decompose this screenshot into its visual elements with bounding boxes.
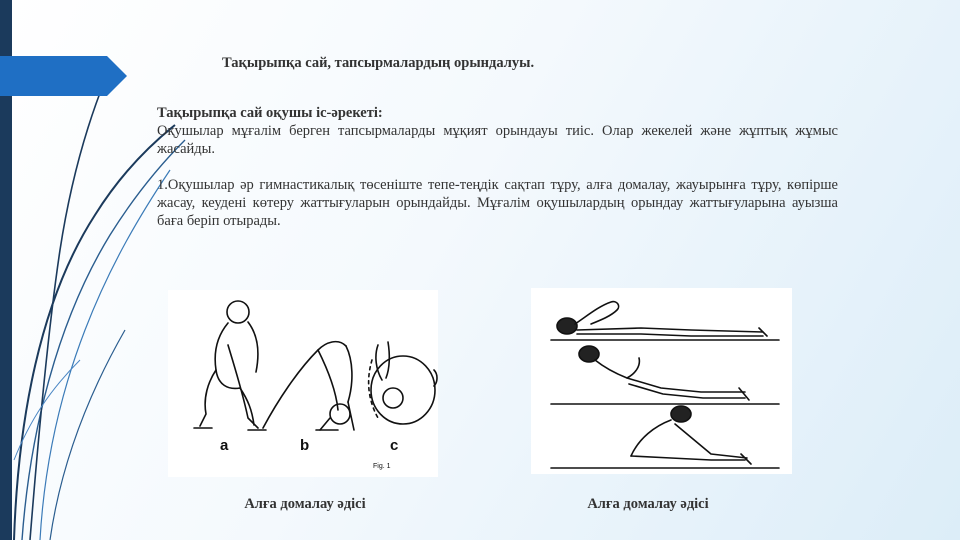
content-paragraph-2: 1.Оқушылар әр гимнастикалық төсеніште тепе-теңдік сақтап тұру, алға домалау, жауырынға тұру, көпірше жасау, кеудені көтеру жаттығуларын орындайды. Мұғалім оқушылардың орындау жаттығуларына ауызша баға беріп отырады. (157, 177, 838, 229)
forward-roll-illustration (168, 290, 438, 477)
figure-label-b: b (300, 437, 310, 454)
caption-left: Алға домалау әдісі (244, 496, 366, 512)
gymnast-forward-reach (551, 406, 779, 468)
figure-label-c: c (390, 437, 399, 454)
content-heading: Тақырыпқа сай оқушы іс-әрекеті: (157, 105, 383, 121)
gymnast-lying (551, 302, 779, 340)
exercise-illustration (531, 288, 792, 474)
content-block (157, 104, 838, 230)
title-arrow-tab (0, 56, 127, 96)
paragraph-gap (157, 158, 838, 176)
caption-right: Алға домалау әдісі (587, 496, 709, 512)
slide-title: Тақырыпқа сай, тапсырмалардың орындалуы. (222, 55, 535, 71)
gymnast-tuck (369, 342, 437, 424)
content-paragraph-1: Оқушылар мұғалім берген тапсырмаларды мұқият орындауы тиіс. Олар жекелей және жұптық жұмыс жасайды. (157, 123, 838, 157)
exercise-figure-right (531, 288, 792, 474)
forward-roll-figure-left (168, 290, 438, 477)
figure-tag: Fig. 1 (373, 463, 391, 470)
gymnast-arch (551, 346, 779, 404)
figure-label-a: a (220, 437, 229, 454)
gymnast-crouch (194, 301, 266, 430)
gymnast-bend (263, 342, 354, 430)
